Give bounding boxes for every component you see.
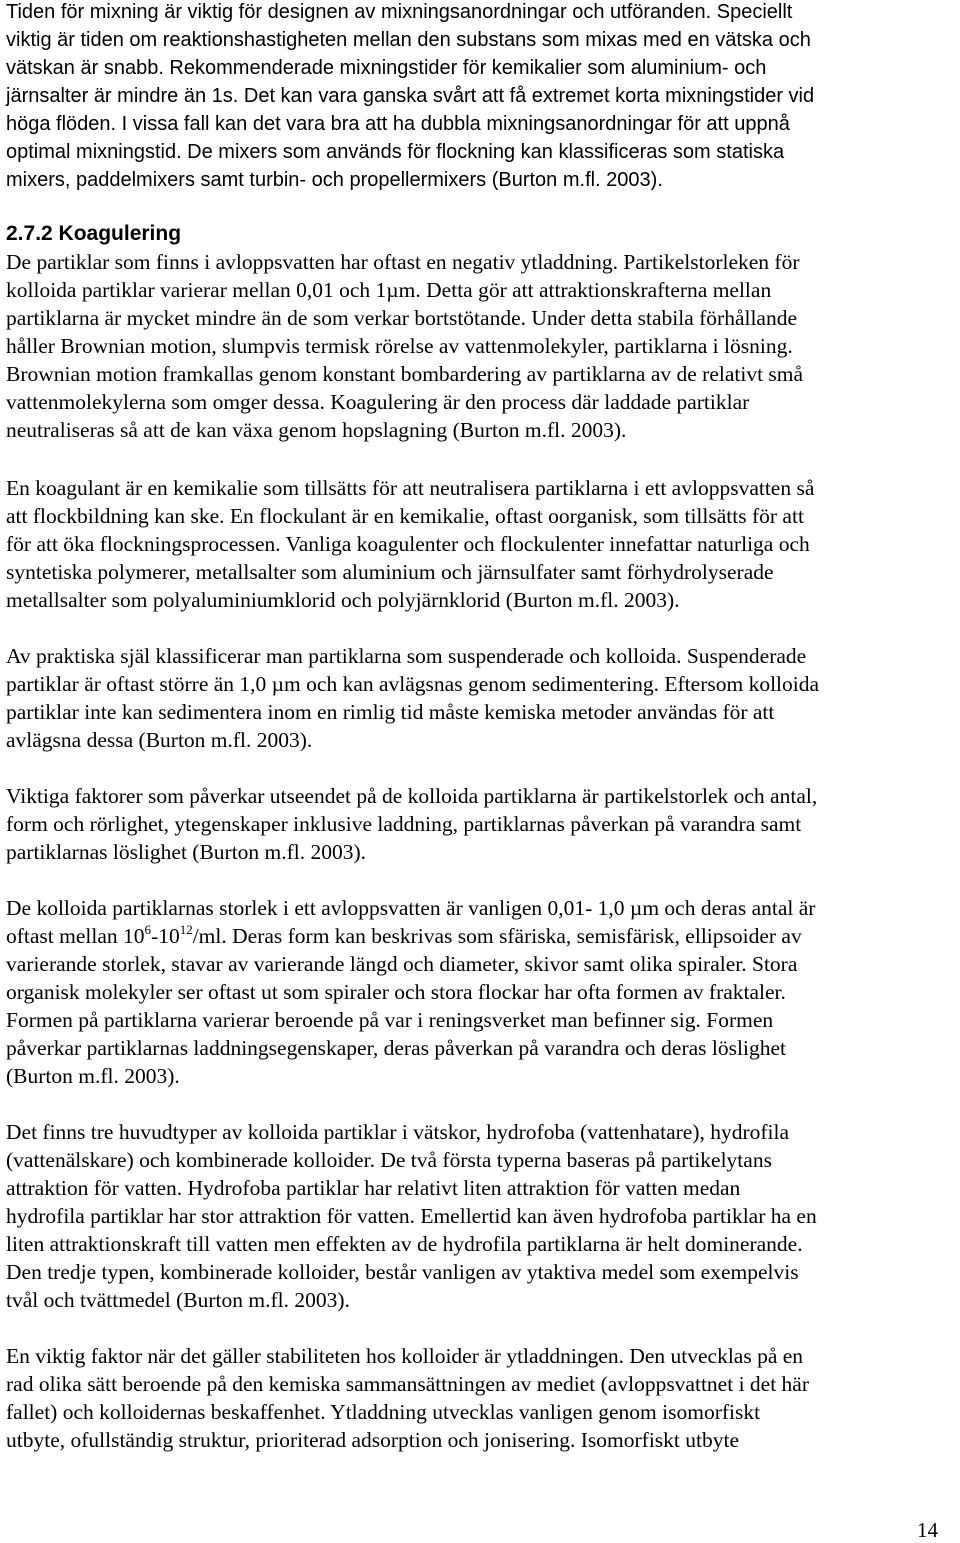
text-line: att flockbildning kan ske. En flockulant är en kemikalie, oftast oorganisk, som tillsätts för att — [6, 504, 804, 528]
text-line: varierande storlek, stavar av varierande längd och diameter, skivor samt olika spiraler. Stora — [6, 952, 798, 976]
paragraph-classification — [6, 642, 819, 754]
text-line: liten attraktionskraft till vatten men effekten av de hydrofila partiklarna är helt dominerande. — [6, 1232, 803, 1256]
text-line: mixers, paddelmixers samt turbin- och propellermixers (Burton m.fl. 2003). — [6, 169, 663, 191]
text-line: attraktion för vatten. Hydrofoba partiklar har relativt liten attraktion för vatten medan — [6, 1176, 741, 1200]
text-line: En viktig faktor när det gäller stabiliteten hos kolloider är ytladdningen. Den utvecklas på en — [6, 1344, 804, 1368]
text-line-with-exponents — [6, 922, 815, 950]
text-line: Av praktiska själ klassificerar man partiklarna som suspenderade och kolloida. Suspenderade — [6, 644, 807, 668]
paragraph-mixing-time — [6, 0, 814, 194]
text-line: höga flöden. I vissa fall kan det vara bra att ha dubbla mixningsanordningar för att uppnå — [6, 113, 790, 135]
text-line: Viktiga faktorer som påverkar utseendet på de kolloida partiklarna är partikelstorlek och antal, — [6, 784, 818, 808]
text-line: fallet) och kolloidernas beskaffenhet. Ytladdning utvecklas vanligen genom isomorfiskt — [6, 1400, 761, 1424]
text-line: partiklarna är mycket mindre än de som verkar bortstötande. Under detta stabila förhållande — [6, 306, 798, 330]
text-line: En koagulant är en kemikalie som tillsätts för att neutralisera partiklarna i ett avloppsvatten så — [6, 476, 815, 500]
exponent: 6 — [144, 922, 152, 937]
text-line: hydrofila partiklar har stor attraktion för vatten. Emellertid kan även hydrofoba partiklar ha en — [6, 1204, 817, 1228]
text-line: vätskan är snabb. Rekommenderade mixningstider för kemikalier som aluminium- och — [6, 57, 767, 79]
text-line: Den tredje typen, kombinerade kolloider, består vanligen av ytaktiva medel som exempelvis — [6, 1260, 799, 1284]
text-line: Tiden för mixning är viktig för designen av mixningsanordningar och utföranden. Speciellt — [6, 1, 793, 23]
paragraph-colloid-types — [6, 1118, 817, 1314]
text-line: De partiklar som finns i avloppsvatten har oftast en negativ ytladdning. Partikelstorleken för — [6, 250, 800, 274]
text-line: (Burton m.fl. 2003). — [6, 1064, 180, 1088]
text-line: för att öka flockningsprocessen. Vanliga koagulenter och flockulenter innefattar naturliga och — [6, 532, 810, 556]
text-line: partiklar är oftast större än 1,0 µm och kan avlägsnas genom sedimentering. Eftersom kolloida — [6, 672, 820, 696]
text-line: Det finns tre huvudtyper av kolloida partiklar i vätskor, hydrofoba (vattenhatare), hydrofila — [6, 1120, 790, 1144]
text-line: partiklar inte kan sedimentera inom en rimlig tid måste kemiska metoder användas för att — [6, 700, 775, 724]
text-line: organisk molekyler ser oftast ut som spiraler och stora flockar har ofta formen av fraktaler. — [6, 980, 786, 1004]
text-line: neutraliseras så att de kan växa genom hopslagning (Burton m.fl. 2003). — [6, 418, 627, 442]
text-line: De kolloida partiklarnas storlek i ett avloppsvatten är vanligen 0,01- 1,0 µm och deras antal är — [6, 896, 816, 920]
paragraph-coagulant — [6, 474, 814, 614]
text-line: viktig är tiden om reaktionshastigheten mellan den substans som mixas med en vätska och — [6, 29, 811, 51]
text-line: rad olika sätt beroende på den kemiska sammansättningen av mediet (avloppsvattnet i det här — [6, 1372, 810, 1396]
text-line: utbyte, ofullständig struktur, prioriterad adsorption och jonisering. Isomorfiskt utbyte — [6, 1428, 740, 1452]
text-line: partiklarnas löslighet (Burton m.fl. 2003). — [6, 840, 367, 864]
text-line: påverkar partiklarnas laddningsegenskaper, deras påverkan på varandra och deras löslighet — [6, 1036, 786, 1060]
text-fragment: -10 — [151, 924, 180, 948]
exponent: 12 — [179, 922, 193, 937]
text-line: tvål och tvättmedel (Burton m.fl. 2003). — [6, 1288, 350, 1312]
text-line: håller Brownian motion, slumpvis termisk rörelse av vattenmolekyler, partiklarna i lösning. — [6, 334, 793, 358]
text-line: avlägsna dessa (Burton m.fl. 2003). — [6, 728, 313, 752]
paragraph-colloid-size — [6, 894, 815, 1090]
text-line: vattenmolekylerna som omger dessa. Koagulering är den process där laddade partiklar — [6, 390, 750, 414]
text-line: syntetiska polymerer, metallsalter som aluminium och järnsulfater samt förhydrolyserade — [6, 560, 774, 584]
text-line: järnsalter är mindre än 1s. Det kan vara ganska svårt att få extremet korta mixningstider vid — [6, 85, 815, 107]
text-line: Brownian motion framkallas genom konstant bombardering av partiklarna av de relativt små — [6, 362, 804, 386]
paragraph-particles — [6, 248, 803, 444]
text-line: metallsalter som polyaluminiumklorid och polyjärnklorid (Burton m.fl. 2003). — [6, 588, 680, 612]
page-number: 14 — [917, 1518, 938, 1542]
paragraph-factors — [6, 782, 817, 866]
text-line: optimal mixningstid. De mixers som används för flockning kan klassificeras som statiska — [6, 141, 785, 163]
text-line: (vattenälskare) och kombinerade kolloider. De två första typerna baseras på partikelytans — [6, 1148, 772, 1172]
text-line: Formen på partiklarna varierar beroende på var i reningsverket man befinner sig. Formen — [6, 1008, 774, 1032]
paragraph-surface-charge — [6, 1342, 809, 1454]
text-fragment: /ml. Deras form kan beskrivas som sfäriska, semisfärisk, ellipsoider av — [192, 924, 802, 948]
text-fragment: oftast mellan 10 — [6, 924, 145, 948]
text-line: kolloida partiklar varierar mellan 0,01 och 1µm. Detta gör att attraktionskrafterna mellan — [6, 278, 772, 302]
text-line: form och rörlighet, ytegenskaper inklusive laddning, partiklarnas påverkan på varandra samt — [6, 812, 802, 836]
section-heading: 2.7.2 Koagulering — [6, 222, 182, 245]
